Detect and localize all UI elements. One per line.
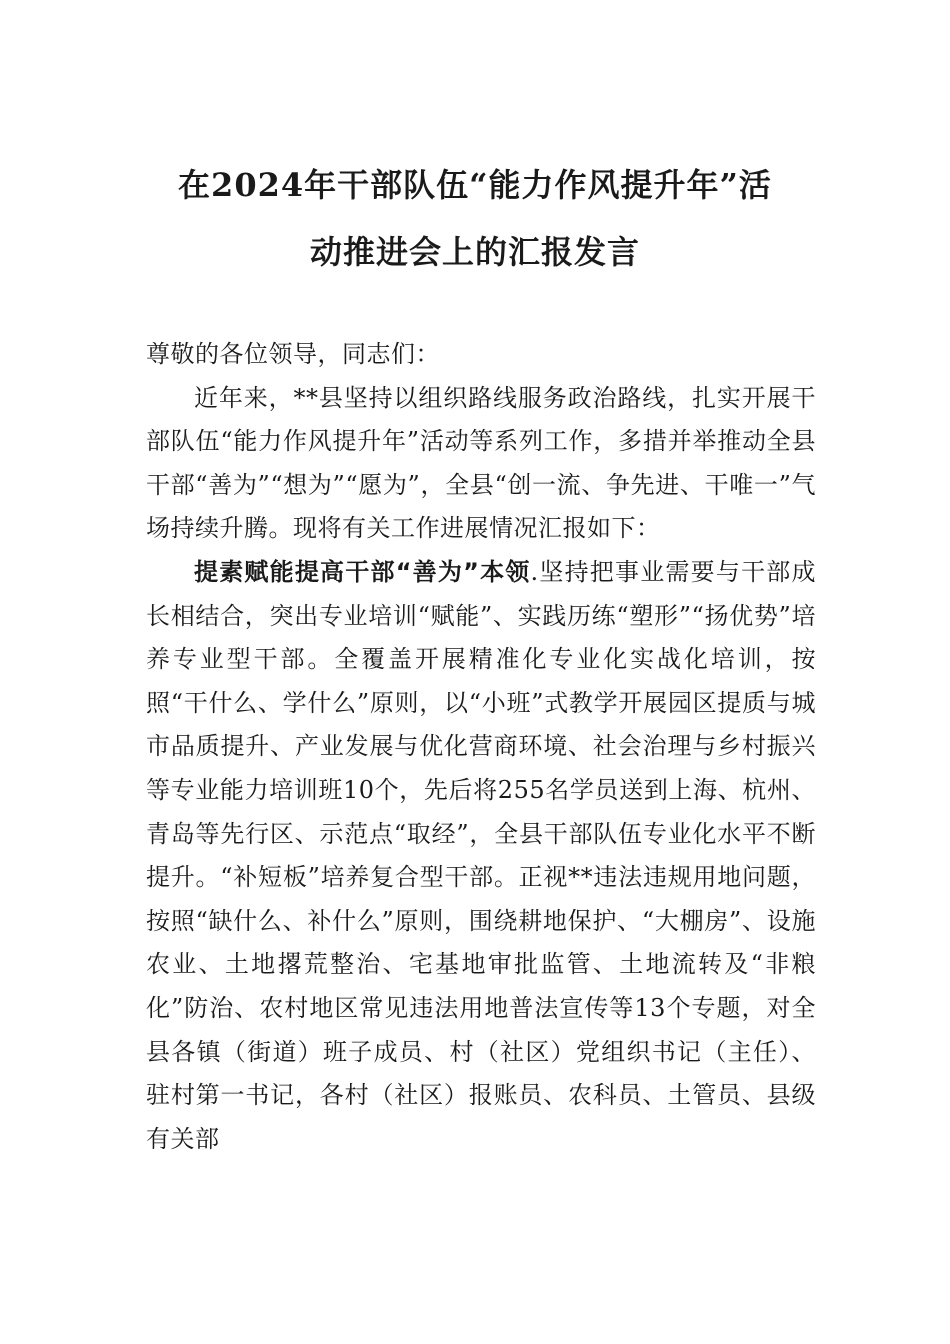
document-body xyxy=(146,333,816,1161)
document-title-line-2: 动推进会上的汇报发言 xyxy=(309,233,640,271)
section-1-body: .坚持把事业需要与干部成长相结合，突出专业培训“赋能”、实践历练“塑形”“扬优势”培养专业型干部。全覆盖开展精准化专业化实战化培训，按照“干什么、学什么”原则，以“小班”式教学开展园区提质与城市品质提升、产业发展与优化营商环境、社会治理与乡村振兴等专业能力培训班10个，先后将255名学员送到上海、杭州、青岛等先行区、示范点“取经”，全县干部队伍专业化水平不断提升。“补短板”培养复合型干部。正视**违法违规用地问题，按照“缺什么、补什么”原则，围绕耕地保护、“大棚房”、设施农业、土地撂荒整治、宅基地审批监管、土地流转及“非粮化”防治、农村地区常见违法用地普法宣传等13个专题，对全县各镇（街道）班子成员、村（社区）党组织书记（主任）、驻村第一书记，各村（社区）报账员、农科员、土管员、县级有关部 xyxy=(146,557,816,1153)
document-title-line-1: 在2024年干部队伍“能力作风提升年”活 xyxy=(178,166,772,204)
salutation: 尊敬的各位领导，同志们： xyxy=(146,340,440,368)
section-1-heading: 提素赋能提高干部“善为”本领 xyxy=(194,557,531,586)
section-1-paragraph xyxy=(146,551,816,1161)
intro-paragraph: 近年来，**县坚持以组织路线服务政治路线，扎实开展干部队伍“能力作风提升年”活动等系列工作，多措并举推动全县干部“善为”“想为”“愿为”，全县“创一流、争先进、干唯一”气场持续升腾。现将有关工作进展情况汇报如下： xyxy=(146,383,816,543)
